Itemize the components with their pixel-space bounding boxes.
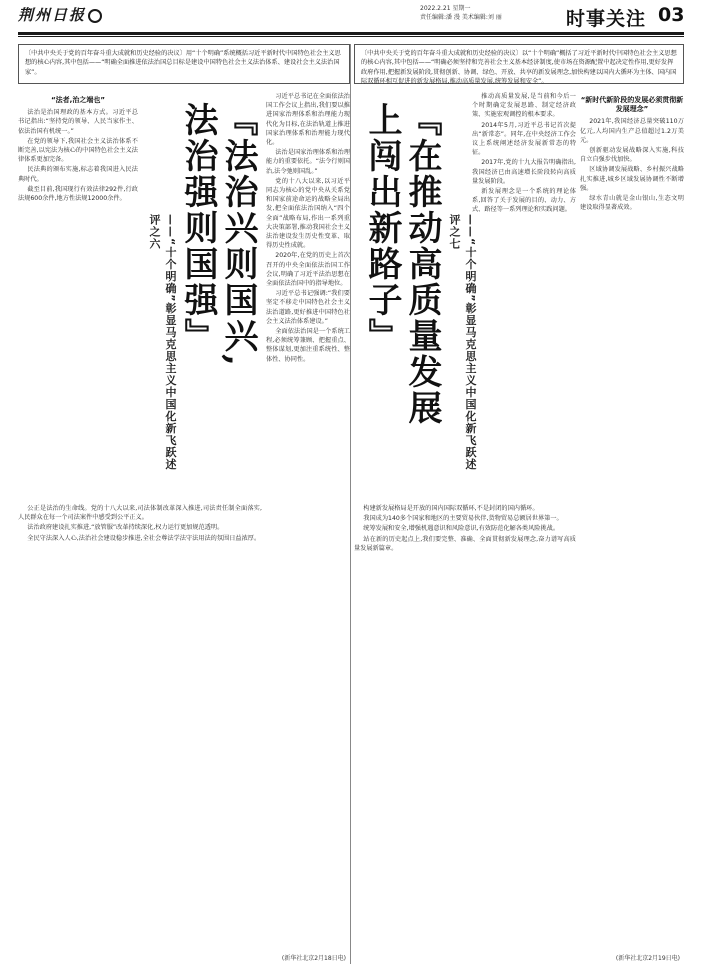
paragraph: 区域协调发展战略、乡村振兴战略扎实推进,城乡区域发展协调性不断增强。 [580, 166, 684, 192]
paragraph: 2017年,党的十九大报告明确指出,我国经济已由高速增长阶段转向高质量发展阶段。 [472, 159, 576, 185]
paragraph: 站在新的历史起点上,我们要完整、准确、全面贯彻新发展理念,奋力谱写高质量发展新篇章。 [354, 535, 576, 552]
article-subtitle: ——“十个明确”彰显马克思主义中国化新飞跃述评之六 [148, 214, 177, 471]
paragraph: 创新驱动发展战略深入实施,科技自立自强步伐加快。 [580, 147, 684, 164]
paragraph: 2014年5月,习近平总书记首次提出“新常态”。同年,在中央经济工作会议上系统阐述经济发展新常态的特征。 [472, 121, 576, 157]
editor-credits: 责任编辑:潘 漫 美术编辑:刘 丽 [420, 14, 502, 21]
paragraph: 法治是治国理政的基本方式。习近平总书记指出:“坚持党的领导、人民当家作主、依法治国有机统一。” [18, 109, 138, 135]
paragraph: 法治是国家治理体系和治理能力的重要依托。“法令行则国治,法令弛则国乱。” [266, 149, 350, 175]
paragraph: 习近平总书记强调:“我们要坚定不移走中国特色社会主义法治道路,更好推进中国特色社会主义法治体系建设。” [266, 290, 350, 325]
byline: (新华社北京2月19日电) [615, 955, 680, 962]
paragraph: 新发展理念是一个系统的理论体系,回答了关于发展的目的、动力、方式、路径等一系列理论和实践问题。 [472, 188, 576, 214]
editor-note: 〔中共中央关于党的百年奋斗重大成就和历史经验的决议〕用“十个明确”系统概括习近平新时代中国特色社会主义思想的核心内容,其中包括——“明确全面推进依法治国总目标是建设中国特色社会主义法治体系、建设社会主义法治国家”。 [18, 44, 350, 84]
text-column-2 [580, 92, 684, 952]
text-column-3 [354, 504, 576, 944]
section-heading: “新时代新阶段的发展必须贯彻新发展理念” [580, 96, 684, 114]
article-title-line1: 『法治兴则国兴, [218, 102, 258, 368]
paragraph: 构建新发展格局是开放的国内国际双循环,不是封闭的国内循环。 [363, 505, 539, 512]
paragraph: 习近平总书记在全面依法治国工作会议上指出,我们要以推进国家治理体系和治理能力现代化为目标,在法治轨道上推进国家治理体系和治理能力现代化。 [266, 93, 350, 147]
paragraph: 民法典的颁布实施,标志着我国进入民法典时代。 [18, 166, 138, 183]
article-title-line2: 上闯出新路子』 [362, 102, 402, 354]
newspaper-logo: 荆州日报 [18, 4, 102, 25]
text-column-1 [472, 92, 576, 492]
issue-meta [420, 4, 502, 22]
article-high-quality-development [354, 44, 684, 964]
text-column-1 [266, 92, 350, 952]
logo-ring-icon [88, 9, 102, 23]
issue-date: 2022.2.21 星期一 [420, 5, 471, 12]
paragraph: 2020年,在党的历史上首次召开的中央全面依法治国工作会议,明确了习近平法治思想在全面依法治国中的指导地位。 [266, 252, 350, 288]
paragraph: 2021年,我国经济总量突破110万亿元,人均国内生产总值超过1.2万美元。 [580, 118, 684, 144]
paragraph: 在党的领导下,我国社会主义法治体系不断完善,以宪法为核心的中国特色社会主义法律体系更加完备。 [18, 137, 138, 164]
text-column-3 [18, 504, 262, 944]
paragraph: 全民守法深入人心,法治社会建设稳步推进,全社会尊法学法守法用法的氛围日益浓厚。 [27, 534, 261, 542]
article-title-line1: 『在推动高质量发展 [402, 102, 442, 426]
paragraph: 法治政府建设扎实推进,“放管服”改革持续深化,权力运行更加规范透明。 [27, 524, 224, 532]
paragraph: 我国成为140多个国家和地区的主要贸易伙伴,货物贸易总额居世界第一。 [363, 515, 563, 523]
paragraph: 绿水青山就是金山银山,生态文明建设取得显著成效。 [580, 195, 684, 212]
page-number: 03 [658, 4, 685, 26]
article-title-line2: 法治强则国强』 [178, 102, 218, 354]
paragraph: 截至目前,我国现行有效法律292件,行政法规600余件,地方性法规12000余件。 [18, 185, 138, 203]
article-subtitle: ——“十个明确”彰显马克思主义中国化新飞跃述评之七 [448, 214, 477, 471]
paragraph: 统筹发展和安全,增强机遇意识和风险意识,有效防范化解各类风险挑战。 [363, 525, 560, 533]
masthead-rule [18, 32, 684, 35]
paragraph: 公正是法治的生命线。党的十八大以来,司法体制改革深入推进,司法责任制全面落实,人民群众在每一个司法案件中感受到公平正义。 [18, 505, 262, 522]
article-rule-of-law [18, 44, 350, 964]
paragraph: 推动高质量发展,是当前和今后一个时期确定发展思路、制定经济政策、实施宏观调控的根本要求。 [472, 93, 576, 119]
text-column-2 [18, 92, 138, 492]
section-title: 时事关注 [566, 8, 647, 30]
paragraph: 党的十八大以来,以习近平同志为核心的党中央从关系党和国家前途命运的战略全局出发,把全面依法治国纳入“四个全面”战略布局,作出一系列重大决策部署,推动我国社会主义法治建设发生历史性变革、取得历史性成就。 [266, 177, 350, 250]
masthead-rule-thin [18, 36, 684, 37]
byline: (新华社北京2月18日电) [281, 955, 346, 962]
paragraph: 全面依法治国是一个系统工程,必须统筹兼顾、把握重点、整体谋划,更加注重系统性、整体性、协同性。 [266, 328, 350, 363]
masthead [0, 0, 702, 44]
section-heading: “法者,治之端也” [51, 96, 105, 104]
column-divider [350, 44, 351, 964]
editor-note: 〔中共中央关于党的百年奋斗重大成就和历史经验的决议〕以“十个明确”概括了习近平新时代中国特色社会主义思想的核心内容,其中包括——“明确必须坚持和完善社会主义基本经济制度,使市场在资源配置中起决定性作用,更好发挥政府作用,把握新发展阶段,贯彻创新、协调、绿色、开放、共享的新发展理念,加快构建以国内大循环为主体、国内国际双循环相互促进的新发展格局,推动高质量发展,统筹发展和安全”。 [354, 44, 684, 84]
